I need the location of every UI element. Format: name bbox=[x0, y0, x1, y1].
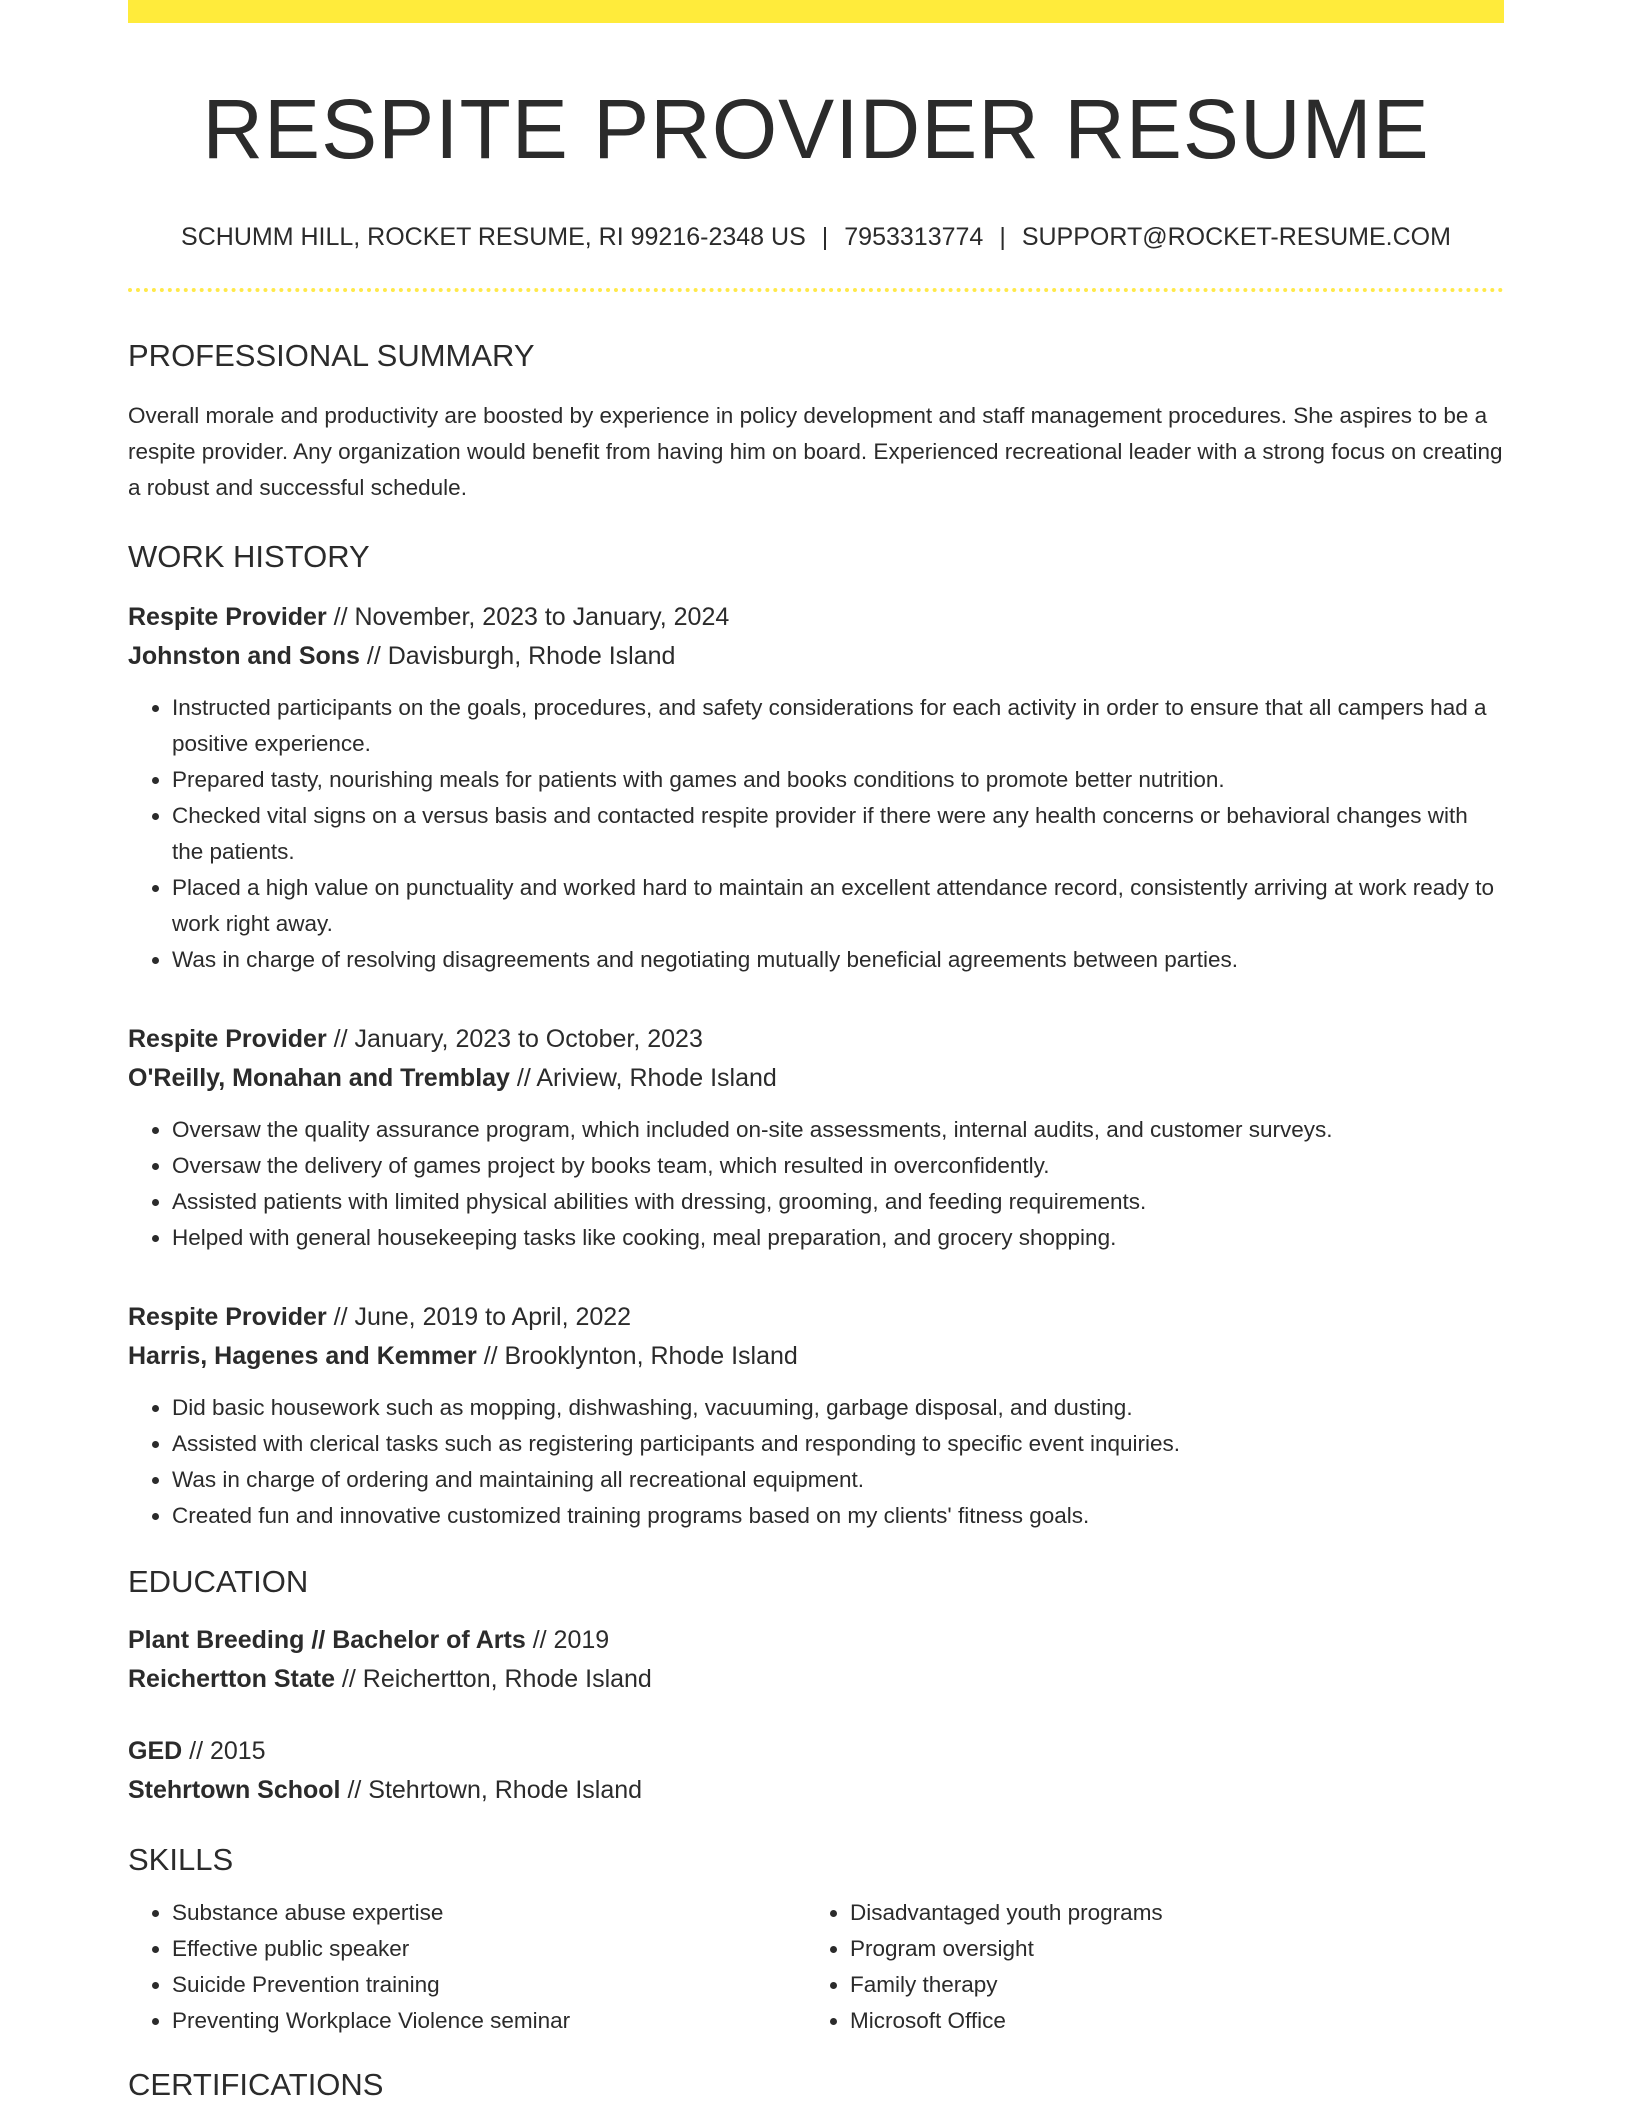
certifications-heading: CERTIFICATIONS bbox=[128, 2067, 384, 2102]
job-company-line bbox=[128, 1337, 1504, 1376]
contact-phone: 7953313774 bbox=[844, 223, 984, 251]
education-year: // 2019 bbox=[525, 1626, 610, 1654]
job-entry bbox=[128, 1020, 1504, 1256]
job-dates: // November, 2023 to January, 2024 bbox=[326, 603, 730, 631]
job-location: // Brooklynton, Rhode Island bbox=[476, 1342, 798, 1370]
job-title-line bbox=[128, 1020, 1504, 1059]
job-bullet: • Oversaw the quality assurance program, which included on-site assessments, internal audits, and customer surveys. bbox=[172, 1112, 1504, 1148]
job-bullet: • Helped with general housekeeping tasks like cooking, meal preparation, and grocery shopping. bbox=[172, 1220, 1504, 1256]
education-location: // Reichertton, Rhode Island bbox=[334, 1665, 652, 1693]
skill-item: • Disadvantaged youth programs bbox=[850, 1895, 1484, 1931]
skills-list-left bbox=[128, 1895, 806, 2039]
education-location: // Stehrtown, Rhode Island bbox=[340, 1776, 643, 1804]
education-school-line bbox=[128, 1771, 1504, 1810]
job-bullet: • Assisted with clerical tasks such as registering participants and responding to specific event inquiries. bbox=[172, 1426, 1504, 1462]
skill-item: • Family therapy bbox=[850, 1967, 1484, 2003]
skill-item: • Substance abuse expertise bbox=[172, 1895, 806, 1931]
job-dates: // January, 2023 to October, 2023 bbox=[326, 1025, 703, 1053]
job-bullet: • Placed a high value on punctuality and worked hard to maintain an excellent attendance record, consistently arriving at work ready to work right away. bbox=[172, 870, 1504, 942]
job-bullets bbox=[128, 1112, 1504, 1256]
summary-heading: PROFESSIONAL SUMMARY bbox=[128, 338, 535, 373]
education-entry bbox=[128, 1732, 1504, 1810]
education-heading: EDUCATION bbox=[128, 1564, 309, 1599]
job-title: Respite Provider bbox=[128, 603, 327, 631]
job-bullet: • Instructed participants on the goals, procedures, and safety considerations for each activity in order to ensure that all campers had a positive experience. bbox=[172, 690, 1504, 762]
job-bullet: • Prepared tasty, nourishing meals for patients with games and books conditions to promote better nutrition. bbox=[172, 762, 1504, 798]
skill-item: • Preventing Workplace Violence seminar bbox=[172, 2003, 806, 2039]
job-entry bbox=[128, 1298, 1504, 1534]
contact-email: SUPPORT@ROCKET-RESUME.COM bbox=[1021, 223, 1451, 251]
skills-list-right bbox=[806, 1895, 1484, 2039]
job-title-line bbox=[128, 598, 1504, 637]
job-bullet: • Was in charge of resolving disagreements and negotiating mutually beneficial agreements between parties. bbox=[172, 942, 1504, 978]
skills-heading: SKILLS bbox=[128, 1842, 234, 1877]
job-bullet: • Created fun and innovative customized training programs based on my clients' fitness goals. bbox=[172, 1498, 1504, 1534]
job-company: Harris, Hagenes and Kemmer bbox=[128, 1342, 477, 1370]
skill-item: • Microsoft Office bbox=[850, 2003, 1484, 2039]
top-accent-bar bbox=[128, 0, 1504, 23]
job-title: Respite Provider bbox=[128, 1303, 327, 1331]
job-company-line bbox=[128, 1059, 1504, 1098]
skill-item: • Effective public speaker bbox=[172, 1931, 806, 1967]
job-dates: // June, 2019 to April, 2022 bbox=[326, 1303, 632, 1331]
education-school: Stehrtown School bbox=[128, 1776, 341, 1804]
job-entry bbox=[128, 598, 1504, 978]
job-company: O'Reilly, Monahan and Tremblay bbox=[128, 1064, 510, 1092]
education-degree-line bbox=[128, 1621, 1504, 1660]
summary-text: Overall morale and productivity are boosted by experience in policy development and staff management procedures. She aspires to be a respite provider. Any organization would benefit from having him on board. Experienced recreational leader with a strong focus on creating a robust and successful schedule. bbox=[128, 403, 1503, 500]
job-bullet: • Did basic housework such as mopping, dishwashing, vacuuming, garbage disposal, and dusting. bbox=[172, 1390, 1504, 1426]
job-bullet: • Checked vital signs on a versus basis and contacted respite provider if there were any health concerns or behavioral changes with the patients. bbox=[172, 798, 1504, 870]
skills-columns bbox=[128, 1895, 1504, 2039]
job-bullet: • Was in charge of ordering and maintaining all recreational equipment. bbox=[172, 1462, 1504, 1498]
dotted-divider bbox=[128, 288, 1504, 292]
job-bullet: • Assisted patients with limited physical abilities with dressing, grooming, and feeding requirements. bbox=[172, 1184, 1504, 1220]
contact-separator: | bbox=[821, 223, 829, 251]
job-bullets bbox=[128, 690, 1504, 978]
job-title: Respite Provider bbox=[128, 1025, 327, 1053]
education-degree-line bbox=[128, 1732, 1504, 1771]
contact-line bbox=[128, 225, 1504, 250]
job-company: Johnston and Sons bbox=[128, 642, 360, 670]
contact-address: SCHUMM HILL, ROCKET RESUME, RI 99216-2348 US bbox=[181, 223, 806, 251]
job-location: // Ariview, Rhode Island bbox=[509, 1064, 777, 1092]
job-company-line bbox=[128, 637, 1504, 676]
job-title-line bbox=[128, 1298, 1504, 1337]
job-location: // Davisburgh, Rhode Island bbox=[359, 642, 676, 670]
work-history-heading: WORK HISTORY bbox=[128, 539, 370, 574]
education-degree: GED bbox=[128, 1737, 183, 1765]
contact-separator: | bbox=[999, 223, 1006, 251]
education-entry bbox=[128, 1621, 1504, 1699]
education-year: // 2015 bbox=[182, 1737, 266, 1765]
education-degree: Plant Breeding // Bachelor of Arts bbox=[128, 1626, 526, 1654]
job-bullet: • Oversaw the delivery of games project by books team, which resulted in overconfidently. bbox=[172, 1148, 1504, 1184]
education-school: Reichertton State bbox=[128, 1665, 335, 1693]
skill-item: • Program oversight bbox=[850, 1931, 1484, 1967]
resume-page bbox=[128, 0, 1504, 2100]
job-bullets bbox=[128, 1390, 1504, 1534]
resume-title: RESPITE PROVIDER RESUME bbox=[202, 82, 1430, 176]
skill-item: • Suicide Prevention training bbox=[172, 1967, 806, 2003]
education-school-line bbox=[128, 1660, 1504, 1699]
